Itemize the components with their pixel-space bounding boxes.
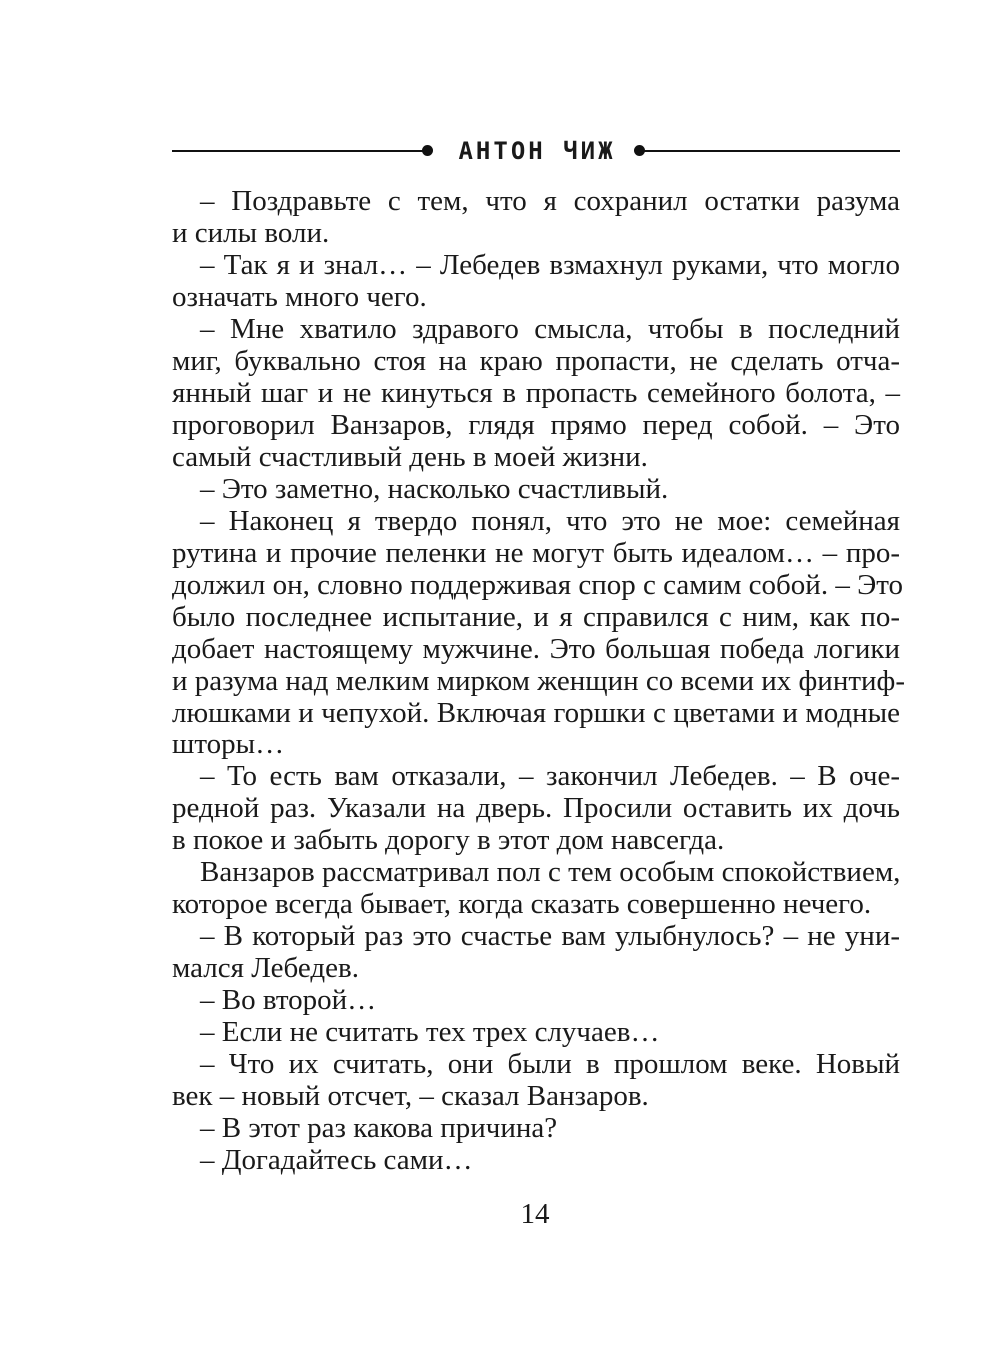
text-line: редной раз. Указали на дверь. Просили оставить их дочь: [172, 792, 900, 825]
text-line: которое всегда бывает, когда сказать совершенно нечего.: [172, 888, 872, 921]
text-line: шторы…: [172, 728, 285, 761]
header-rule-left: [172, 150, 424, 152]
text-line: – Мне хватило здравого смысла, чтобы в последний: [200, 312, 900, 345]
text-line: – Догадайтесь сами…: [200, 1144, 473, 1177]
text-line: – Если не считать тех трех случаев…: [200, 1016, 660, 1049]
paragraph: [172, 1113, 900, 1145]
text-line: – Во второй…: [200, 984, 377, 1017]
paragraph: [172, 504, 905, 762]
paragraph: [172, 1145, 900, 1177]
text-line: – В этот раз какова причина?: [200, 1112, 558, 1145]
text-line: рутина и прочие пеленки не могут быть идеалом… – про-: [172, 536, 900, 569]
header-dot-left: [422, 145, 433, 156]
text-line: в покое и забыть дорогу в этот дом навсегда.: [172, 824, 725, 857]
page-body-text: [172, 185, 905, 1177]
text-line: янный шаг и не кинуться в пропасть семейного болота, –: [172, 376, 900, 409]
text-line: – Что их считать, они были в прошлом веке. Новый: [200, 1048, 900, 1081]
paragraph: [172, 921, 900, 985]
header-author: АНТОН ЧИЖ: [458, 137, 616, 165]
text-line: Ванзаров рассматривал пол с тем особым спокойствием,: [200, 856, 901, 889]
text-line: мался Лебедев.: [172, 952, 359, 985]
text-line: век – новый отсчет, – сказал Ванзаров.: [172, 1080, 649, 1113]
text-line: – Поздравьте с тем, что я сохранил остатки разума: [200, 185, 900, 217]
text-line: означать много чего.: [172, 280, 427, 313]
paragraph: [172, 761, 900, 857]
text-line: миг, буквально стоя на краю пропасти, не сделать отча-: [172, 344, 900, 377]
text-line: – Это заметно, насколько счастливый.: [200, 472, 669, 505]
paragraph: [172, 314, 900, 474]
paragraph: [172, 474, 900, 506]
text-line: – Так я и знал… – Лебедев взмахнул руками, что могло: [200, 248, 900, 281]
text-line: должил он, словно поддерживая спор с самим собой. – Это: [172, 568, 904, 601]
page-number: 14: [520, 1198, 550, 1230]
paragraph: [172, 250, 900, 314]
text-line: – То есть вам отказали, – закончил Лебедев. – В оче-: [200, 760, 900, 793]
text-line: и разума над мелким мирком женщин со всеми их финтиф-: [172, 664, 905, 697]
text-line: проговорил Ванзаров, глядя прямо перед собой. – Это: [172, 408, 900, 441]
running-header: [172, 136, 900, 166]
text-line: – Наконец я твердо понял, что это не мое: семейная: [200, 504, 900, 537]
text-line: самый счастливый день в моей жизни.: [172, 440, 648, 473]
paragraph: [172, 985, 900, 1017]
paragraph: [172, 1017, 900, 1049]
text-line: и силы воли.: [172, 216, 330, 249]
header-rule-right: [640, 150, 900, 152]
paragraph: [172, 857, 900, 921]
paragraph: [172, 1049, 900, 1113]
paragraph: [172, 186, 900, 250]
text-line: люшками и чепухой. Включая горшки с цветами и модные: [172, 696, 900, 729]
text-line: добает настоящему мужчине. Это большая победа логики: [172, 632, 900, 665]
text-line: было последнее испытание, и я справился с ним, как по-: [172, 600, 900, 633]
text-line: – В который раз это счастье вам улыбнулось? – не уни-: [200, 920, 900, 953]
